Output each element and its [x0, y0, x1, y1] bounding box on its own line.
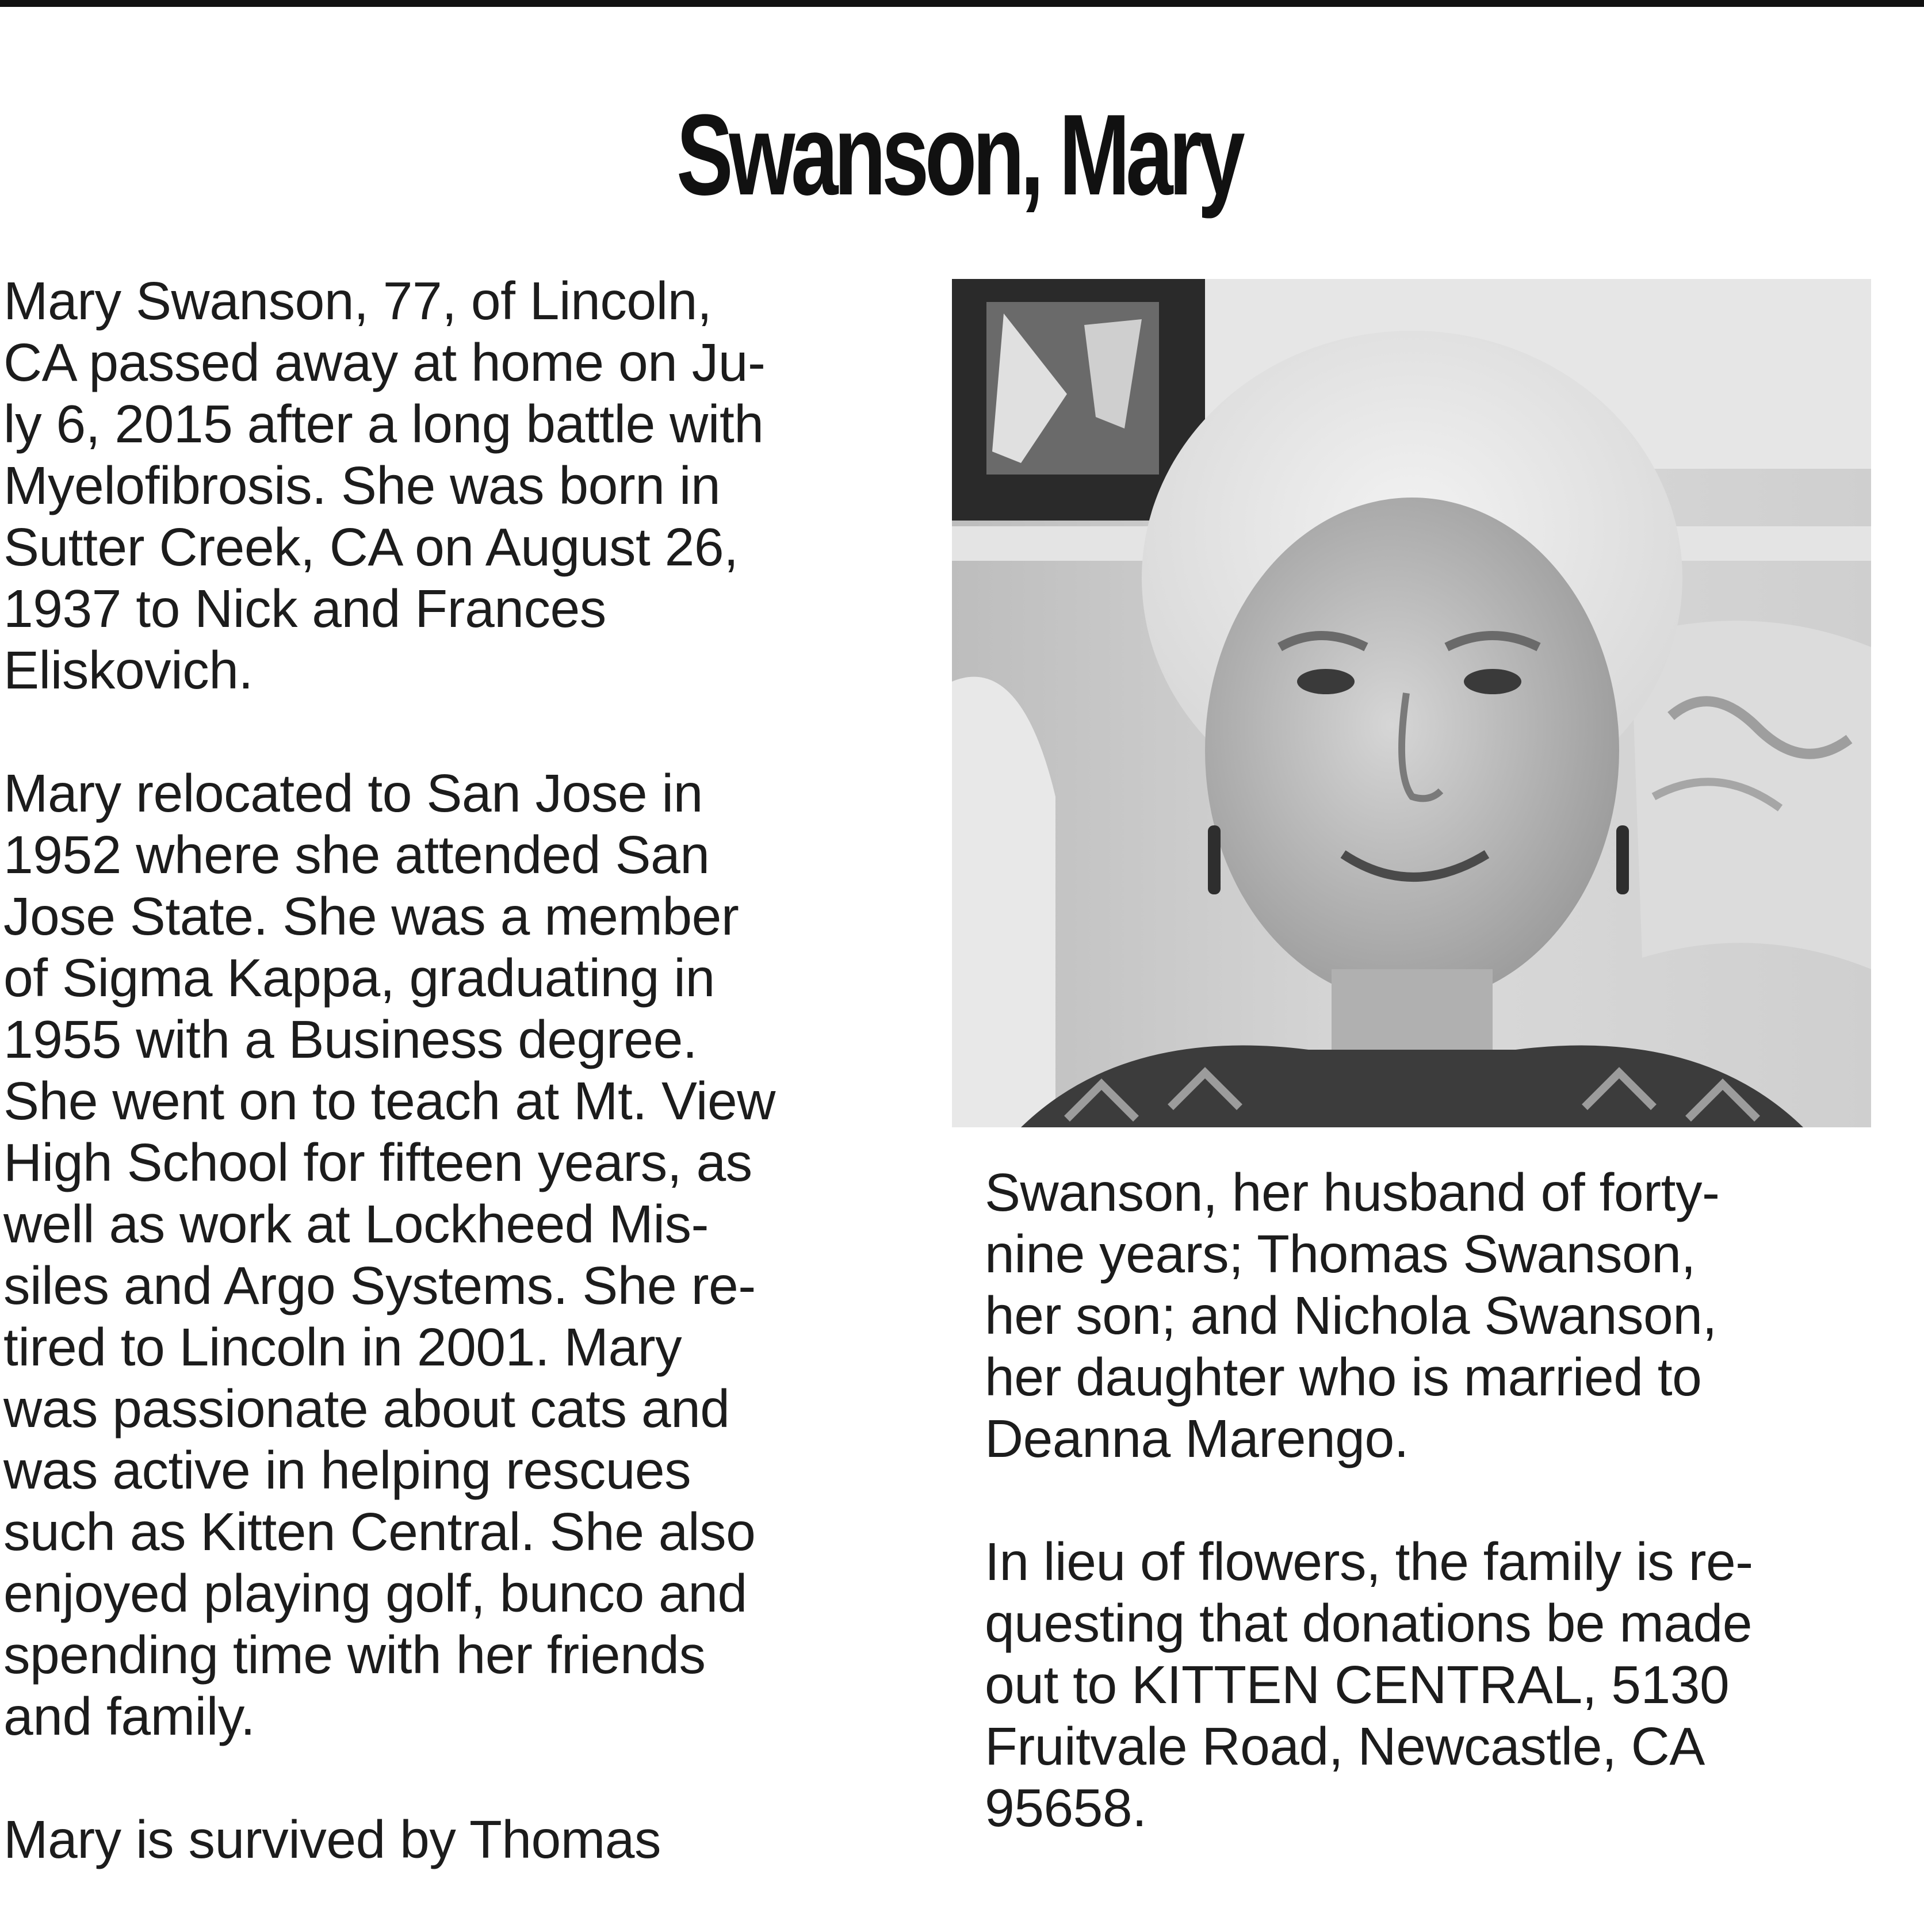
- obituary-title: Swanson, Mary: [676, 91, 1241, 219]
- portrait-photo: [952, 279, 1871, 1127]
- paragraph-donations: In lieu of flowers, the family is re- questing that donations be made out to KITTEN CENTRAL, 5130 Fruitvale Road, Newcastle, CA 95658.: [985, 1532, 1753, 1838]
- paragraph-life-story: Mary relocated to San Jose in 1952 where she attended San Jose State. She was a member of Sigma Kappa, graduating in 1955 with a Business degree. She went on to teach at Mt. View High School for fifteen years, as well as work at Lockheed Mis- siles and Argo Systems. She re- tired to Lincoln in 2001. Mary was passionate about cats and was active in helping rescues such as Kitten Central. She also enjoyed playing golf, bunco and spending time with her friends and family.: [3, 763, 775, 1746]
- paragraph-survivors: Swanson, her husband of forty- nine years; Thomas Swanson, her son; and Nichola Swanson, her daughter who is married to Deanna Marengo.: [985, 1162, 1720, 1468]
- paragraph-survivors-start: Mary is survived by Thomas: [3, 1809, 661, 1869]
- top-rule: [0, 0, 1924, 7]
- left-column: [3, 270, 947, 1932]
- paragraph-death-notice: Mary Swanson, 77, of Lincoln, CA passed away at home on Ju- ly 6, 2015 after a long battle with Myelofibrosis. She was born in Sutter Creek, CA on August 26, 1937 to Nick and Frances Eliskovich.: [3, 271, 766, 700]
- right-column: [985, 1162, 1905, 1900]
